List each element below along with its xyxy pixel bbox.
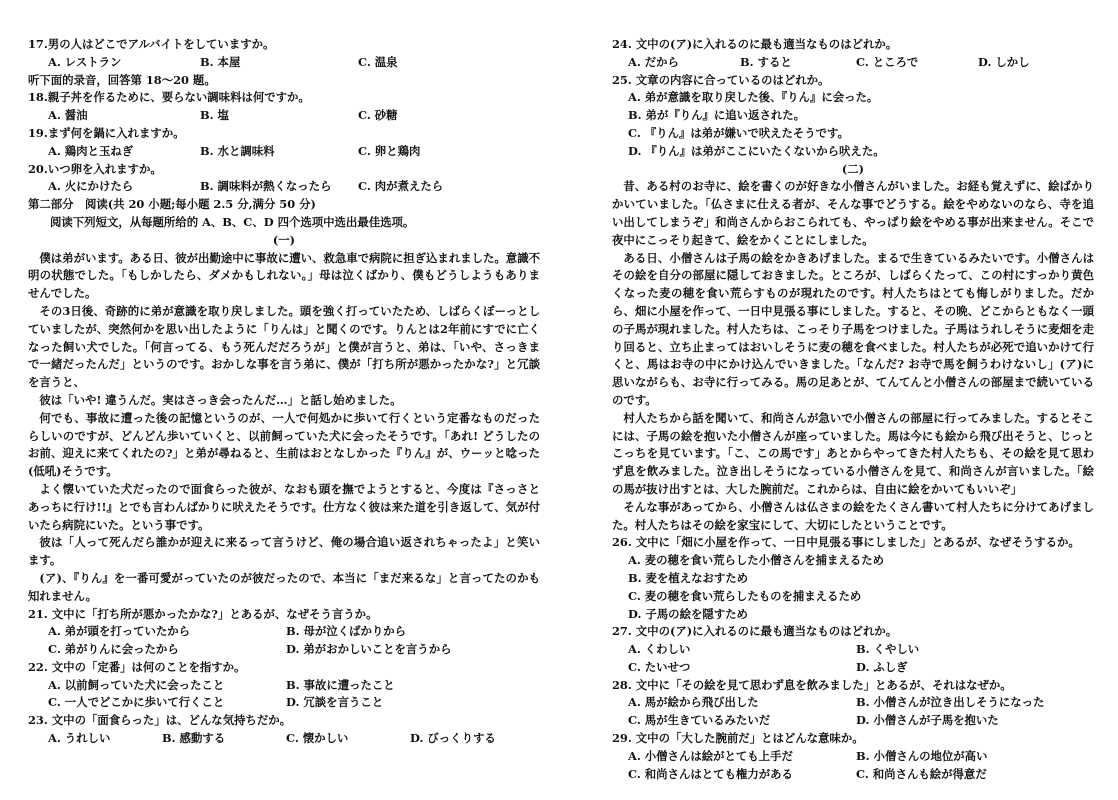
part2-heading: 第二部分 阅读(共 20 小题;每小题 2.5 分,满分 50 分) xyxy=(28,197,316,212)
question-20: 20.いつ卵を入れますか。 xyxy=(28,161,162,176)
option-21a: A. 弟が頭を打っていたから xyxy=(48,624,191,639)
option-26d: D. 子馬の絵を隠すため xyxy=(628,606,748,621)
question-18: 18.親子丼を作るために、要らない調味料は何ですか。 xyxy=(28,90,310,105)
option-24a: A. だから xyxy=(628,54,679,69)
option-17b: B. 本屋 xyxy=(200,54,241,69)
passage2-title: (二) xyxy=(841,161,865,176)
option-26b: B. 麦を植えなおすため xyxy=(628,570,749,585)
passage2-paragraph: 村人たちから話を聞いて、和尚さんが急いで小僧さんの部屋に行ってみました。するとそこには、子馬の絵を抱いた小僧さんが座っていました。馬は今にも絵から飛び出そうと、じっとこっちを見ています。「こ、この馬です」あとからやってきた村人たちも、その絵を見て思わず息を飲みました。泣き出しそうになっている小僧さんを見て、和尚さんが言いました。「絵の馬が抜け出すとは、大した腕前だ。これからは、自由に絵をかいてもいいぞ」 xyxy=(612,410,1094,496)
option-25b: B. 弟が『りん』に追い返された。 xyxy=(628,108,806,123)
options-24 xyxy=(612,54,1094,72)
option-23b: B. 感動する xyxy=(162,731,226,746)
option-25a: A. 弟が意識を取り戻した後、『りん』に会った。 xyxy=(628,90,879,105)
option-18c: C. 砂糖 xyxy=(358,108,398,123)
option-29c: C. 和尚さんはとても権力がある xyxy=(628,766,793,781)
option-22b: B. 事故に遭ったこと xyxy=(286,677,395,692)
option-21d: D. 弟がおかしいことを言うから xyxy=(286,642,452,657)
question-24: 24. 文中の(ア)に入れるのに最も適当なものはどれか。 xyxy=(612,37,898,51)
option-23a: A. うれしい xyxy=(48,731,111,746)
option-28b: B. 小僧さんが泣き出しそうになった xyxy=(856,695,1045,710)
options-29a-b xyxy=(612,748,1094,766)
passage2-paragraph: そんな事があってから、小僧さんは仏さまの絵をたくさん書いて村人たちに分けてあげました。村人たちはその絵を家宝にして、大切にしたということです。 xyxy=(612,499,1094,532)
passage2-paragraph: ある日、小僧さんは子馬の絵をかきあげました。まるで生きているみたいです。小僧さんはその絵を自分の部屋に隠しておきました。ところが、しばらくたって、この村にすっかり黄色くなった麦の穂を食い荒らすものが現れたのです。村人たちはとても悔しがりました。だから、畑に小屋を作って、一日中見張る事にしました。すると、その晩、どこからともなく一頭の子馬が現れました。村人たちは、こっそり子馬をつけました。子馬はうれしそうに麦畑を走り回ると、立ち止まってはおいしそうに麦の穂を食べました。村人たちが必死で追いかけて行くと、馬はお寺の中にかけ込んでいきました。「なんだ? お寺で馬を飼うわけないし」(ア)に思いながらも、お寺に行ってみる。馬の足あとが、てんてんと小僧さんの部屋まで続いているのです。 xyxy=(612,250,1094,407)
option-21b: B. 母が泣くばかりから xyxy=(286,624,407,639)
options-19 xyxy=(28,143,540,161)
option-26c: C. 麦の穂を食い荒らしたものを捕まえるため xyxy=(628,588,862,603)
part2-instruction: 阅读下列短文，从每题所给的 A、B、C、D 四个选项中选出最佳选项。 xyxy=(50,214,415,229)
passage1-paragraph: その3日後、奇跡的に弟が意識を取り戻しました。頭を強く打っていたため、しばらくぼーっとしていましたが、突然何かを思い出したように「りんは」と聞くのです。りんとは2年前にすでに亡くなった飼い犬でした。「何言ってる、もう死んだだろうが」と僕が言うと、弟は、「いや、さっきまで一緒だったんだ」というのです。おかしな事を言う弟に、僕が「打ち所が悪かったかな?」と冗談を言うと、 xyxy=(28,303,540,390)
options-17 xyxy=(28,54,540,72)
option-20a: A. 火にかけたら xyxy=(48,179,134,194)
option-28a: A. 馬が絵から飛び出した xyxy=(628,695,759,710)
passage2-paragraph: 昔、ある村のお寺に、絵を書くのが好きな小僧さんがいました。お経も覚えずに、絵ばかりかいていました。「仏さまに仕える者が、そんな事でどうする。絵をやめないのなら、寺を追い出してしまうぞ」和尚さんからおこられても、やっぱり絵をやめる事が出来ません。そこで夜中にこっそり起きて、絵をかくことにしました。 xyxy=(612,179,1094,247)
option-22a: A. 以前飼っていた犬に会ったこと xyxy=(48,677,225,692)
option-19a: A. 鶏肉と玉ねぎ xyxy=(48,143,134,158)
option-24b: B. すると xyxy=(740,54,792,69)
option-20b: B. 調味料が熱くなったら xyxy=(200,179,332,194)
options-18 xyxy=(28,107,540,125)
question-17: 17.男の人はどこでアルバイトをしていますか。 xyxy=(28,37,275,51)
question-19: 19.まず何を鍋に入れますか。 xyxy=(28,125,185,140)
option-27c: C. たいせつ xyxy=(628,659,691,674)
option-28c: C. 馬が生きているみたいだ xyxy=(628,713,771,728)
passage1-paragraph: 彼は「いや! 違うんだ。実はさっき会ったんだ…」と話し始めました。 xyxy=(39,392,402,407)
option-23c: C. 懐かしい xyxy=(286,731,349,746)
option-27a: A. くわしい xyxy=(628,642,691,657)
option-26a: A. 麦の穂を食い荒らした小僧さんを捕まえるため xyxy=(628,553,884,568)
option-28d: D. 小僧さんが子馬を抱いた xyxy=(856,713,999,728)
option-22d: D. 冗談を言うこと xyxy=(286,695,384,710)
options-21a-b xyxy=(28,623,540,641)
options-28a-b xyxy=(612,694,1094,712)
option-19c: C. 卵と鶏肉 xyxy=(358,143,421,158)
question-29: 29. 文中の「大した腕前だ」とはどんな意味か。 xyxy=(612,731,864,746)
question-22: 22. 文中の「定番」は何のことを指すか。 xyxy=(28,659,246,674)
question-28: 28. 文中に「その絵を見て思わず息を飲みました」とあるが、それはなぜか。 xyxy=(612,677,1012,692)
passage1-paragraph: 何でも、事故に遭った後の記憶というのが、一人で何処かに歩いて行くという定番なものだったらしいのですが、どんどん歩いていくと、以前飼っていた犬に会ったそうです。「あれ! どうしたのお前、迎えに来てくれたの?」と弟が尋ねると、生前はおとなしかった『りん』が、ウーッと唸った(低吼)そうです。 xyxy=(28,410,540,479)
option-17c: C. 温泉 xyxy=(358,54,398,69)
left-column xyxy=(28,36,540,748)
option-25c: C. 『りん』は弟が嫌いで吠えたそうです。 xyxy=(628,125,849,140)
question-25: 25. 文章の内容に合っているのはどれか。 xyxy=(612,72,830,87)
option-19b: B. 水と調味料 xyxy=(200,143,275,158)
option-24c: C. ところで xyxy=(856,54,919,69)
option-27d: D. ふしぎ xyxy=(856,659,908,674)
listening-instruction: 听下面的录音，回答第 18～20 题。 xyxy=(28,72,216,87)
question-21: 21. 文中に「打ち所が悪かったかな?」とあるが、なぜそう言うか。 xyxy=(28,606,378,621)
options-28c-d xyxy=(612,712,1094,730)
question-23: 23. 文中の「面食らった」は、どんな気持ちだか。 xyxy=(28,713,291,728)
option-20c: C. 肉が煮えたら xyxy=(358,179,444,194)
option-18a: A. 醤油 xyxy=(48,108,88,123)
option-29a: A. 小僧さんは絵がとても上手だ xyxy=(628,748,793,763)
options-22a-b xyxy=(28,677,540,695)
options-21c-d xyxy=(28,641,540,659)
options-27c-d xyxy=(612,659,1094,677)
options-23 xyxy=(28,730,540,748)
option-21c: C. 弟がりんに会ったから xyxy=(48,642,179,657)
option-29d: C. 和尚さんも絵が得意だ xyxy=(856,766,987,781)
option-22c: C. 一人でどこかに歩いて行くこと xyxy=(48,695,225,710)
options-27a-b xyxy=(612,641,1094,659)
option-17a: A. レストラン xyxy=(48,54,122,69)
passage1-paragraph: よく懐いていた犬だったので面食らった彼が、なおも頭を撫でようとすると、今度は『さっさとあっちに行け!!』とでも言わんばかりに吠えたそうです。仕方なく彼は来た道を引き返して、気が付いたら病院にいた。という事です。 xyxy=(28,481,540,532)
question-26: 26. 文中に「畑に小屋を作って、一日中見張る事にしました」とあるが、なぜそうするか。 xyxy=(612,535,1080,550)
option-18b: B. 塩 xyxy=(200,108,229,123)
passage1-paragraph: (ア)、『りん』を一番可愛がっていたのが彼だったので、本当に「まだ来るな」と言ってたのかも知れません。 xyxy=(28,570,540,603)
passage1 xyxy=(28,250,540,606)
options-22c-d xyxy=(28,694,540,712)
options-20 xyxy=(28,178,540,196)
passage2 xyxy=(612,178,1094,534)
right-column xyxy=(612,36,1094,783)
question-27: 27. 文中の(ア)に入れるのに最も適当なものはどれか。 xyxy=(612,624,898,639)
option-25d: D. 『りん』は弟がここにいたくないから吠えた。 xyxy=(628,143,885,158)
option-27b: B. くやしい xyxy=(856,642,920,657)
option-24d: D. しかし xyxy=(978,54,1030,69)
options-29c-d xyxy=(612,766,1094,784)
passage1-paragraph: 彼は「人って死んだら誰かが迎えに来るって言うけど、俺の場合追い返されちゃったよ」と笑います。 xyxy=(28,535,540,568)
passage1-paragraph: 僕は弟がいます。ある日、彼が出勤途中に事故に遭い、救急車で病院に担ぎ込まれました。意識不明の状態でした。「もしかしたら、ダメかもしれない。」母は泣くばかり、僕もどうしようもありませんでした。 xyxy=(28,250,540,301)
passage1-title: (一) xyxy=(272,232,296,247)
option-29b: B. 小僧さんの地位が高い xyxy=(856,748,988,763)
option-23d: D. びっくりする xyxy=(410,731,496,746)
